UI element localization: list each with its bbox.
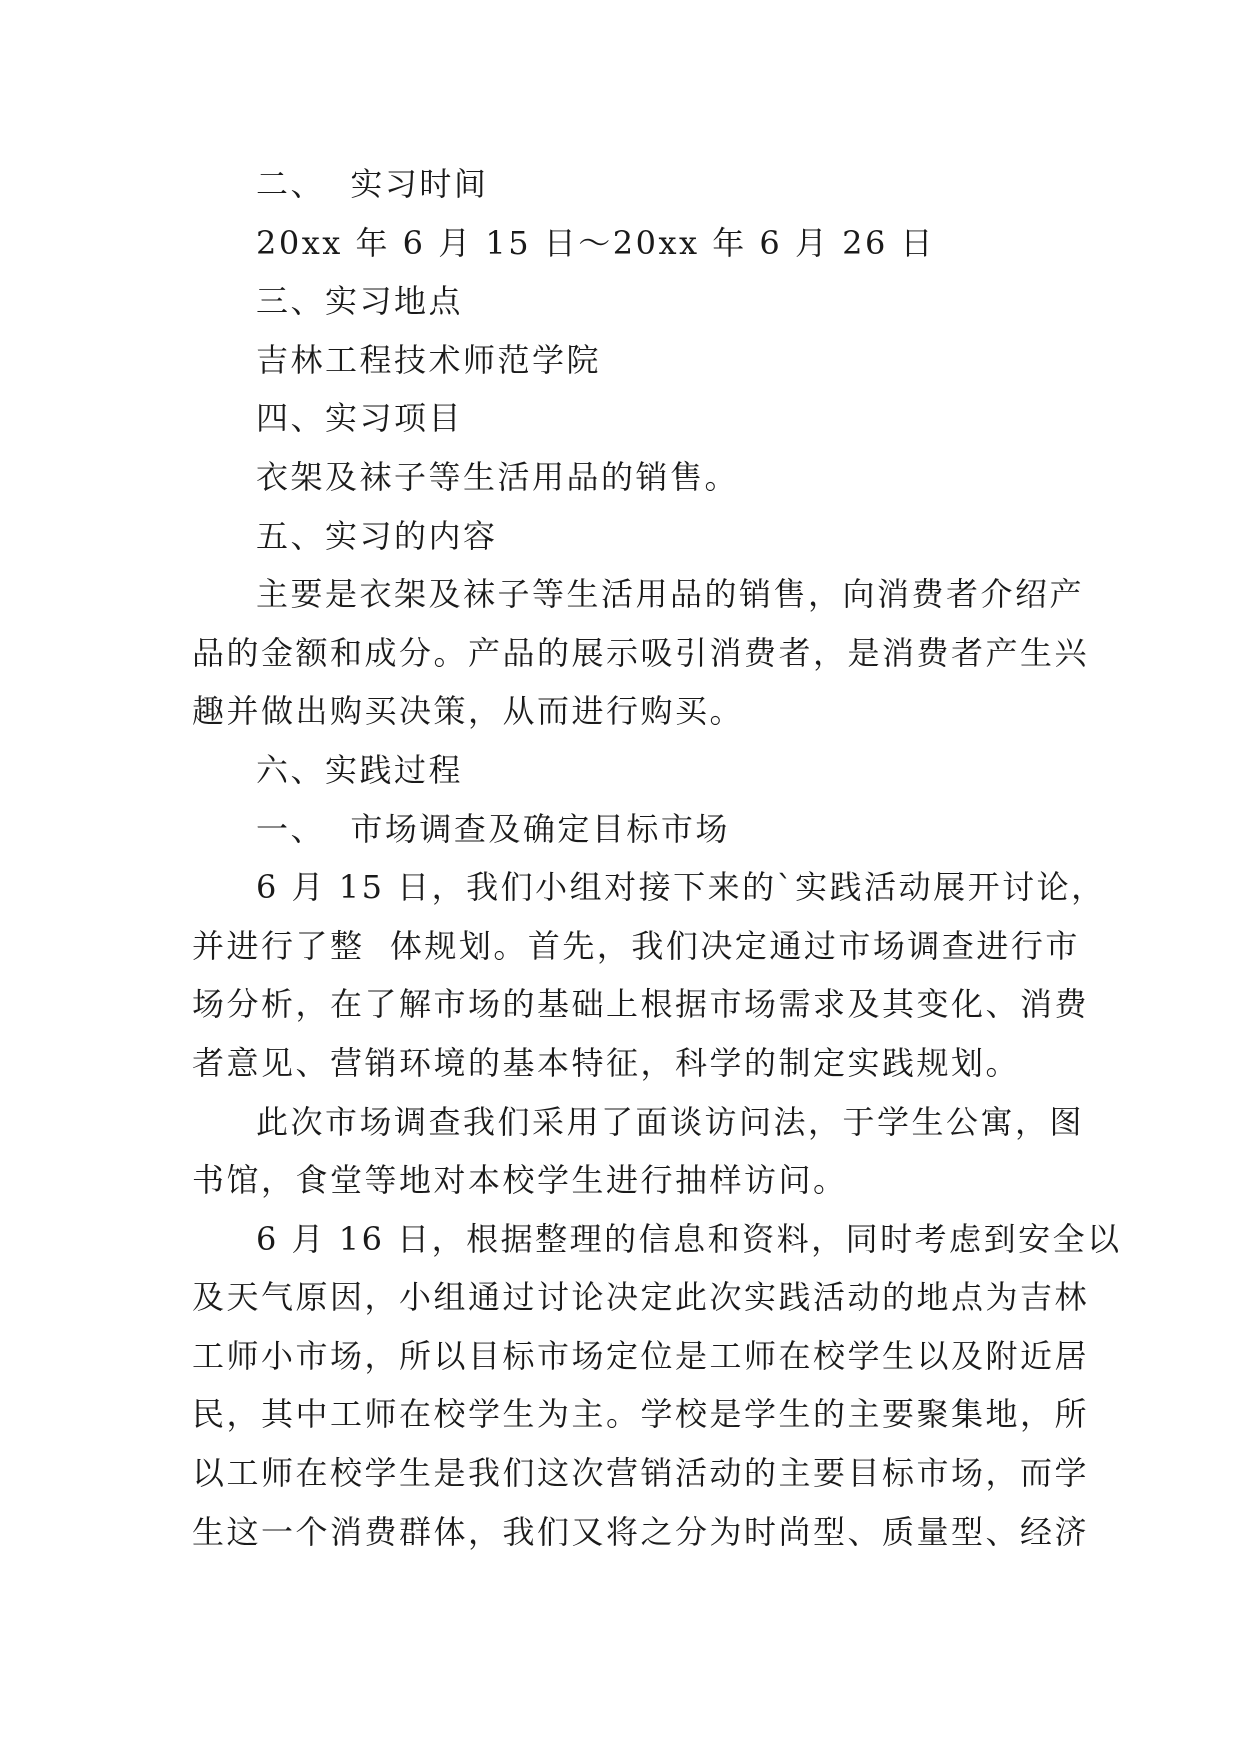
paragraph-line: 及天气原因，小组通过讨论决定此次实践活动的地点为吉林 (192, 1278, 1090, 1317)
paragraph-line: 书馆，食堂等地对本校学生进行抽样访问。 (192, 1161, 848, 1200)
section-heading-internship-project: 四、实习项目 (256, 399, 464, 438)
paragraph-line: 6 月 15 日，我们小组对接下来的`实践活动展开讨论， (256, 868, 1106, 907)
paragraph-line: 者意见、营销环境的基本特征，科学的制定实践规划。 (192, 1043, 1021, 1082)
paragraph-line: 以工师在校学生是我们这次营销活动的主要目标市场，而学 (192, 1454, 1090, 1493)
document-body (192, 155, 1122, 1561)
paragraph-line: 生这一个消费群体，我们又将之分为时尚型、质量型、经济 (192, 1512, 1090, 1551)
paragraph-line: 此次市场调查我们采用了面谈访问法，于学生公寓，图 (256, 1102, 1085, 1141)
internship-location-text: 吉林工程技术师范学院 (256, 340, 602, 379)
paragraph-line: 主要是衣架及袜子等生活用品的销售，向消费者介绍产 (256, 575, 1085, 614)
paragraph-line: 民，其中工师在校学生为主。学校是学生的主要聚集地，所 (192, 1395, 1090, 1434)
subsection-heading-market-research: 一、 市场调查及确定目标市场 (256, 809, 730, 848)
internship-date-range: 20xx 年 6 月 15 日～20xx 年 6 月 26 日 (256, 223, 936, 262)
paragraph-line: 并进行了整 体规划。首先，我们决定通过市场调查进行市 (192, 926, 1080, 965)
paragraph-line: 场分析，在了解市场的基础上根据市场需求及其变化、消费 (192, 985, 1090, 1024)
paragraph-line: 品的金额和成分。产品的展示吸引消费者，是消费者产生兴 (192, 633, 1090, 672)
section-heading-internship-time: 二、 实习时间 (256, 165, 489, 203)
paragraph-line: 工师小市场，所以目标市场定位是工师在校学生以及附近居 (192, 1336, 1090, 1375)
section-heading-internship-location: 三、实习地点 (256, 282, 464, 321)
section-heading-internship-content: 五、实习的内容 (256, 516, 498, 555)
paragraph-line: 趣并做出购买决策，从而进行购买。 (192, 692, 745, 731)
paragraph-line: 6 月 16 日，根据整理的信息和资料，同时考虑到安全以 (256, 1219, 1122, 1258)
internship-project-text: 衣架及袜子等生活用品的销售。 (256, 457, 740, 496)
section-heading-practice-process: 六、实践过程 (256, 750, 464, 789)
